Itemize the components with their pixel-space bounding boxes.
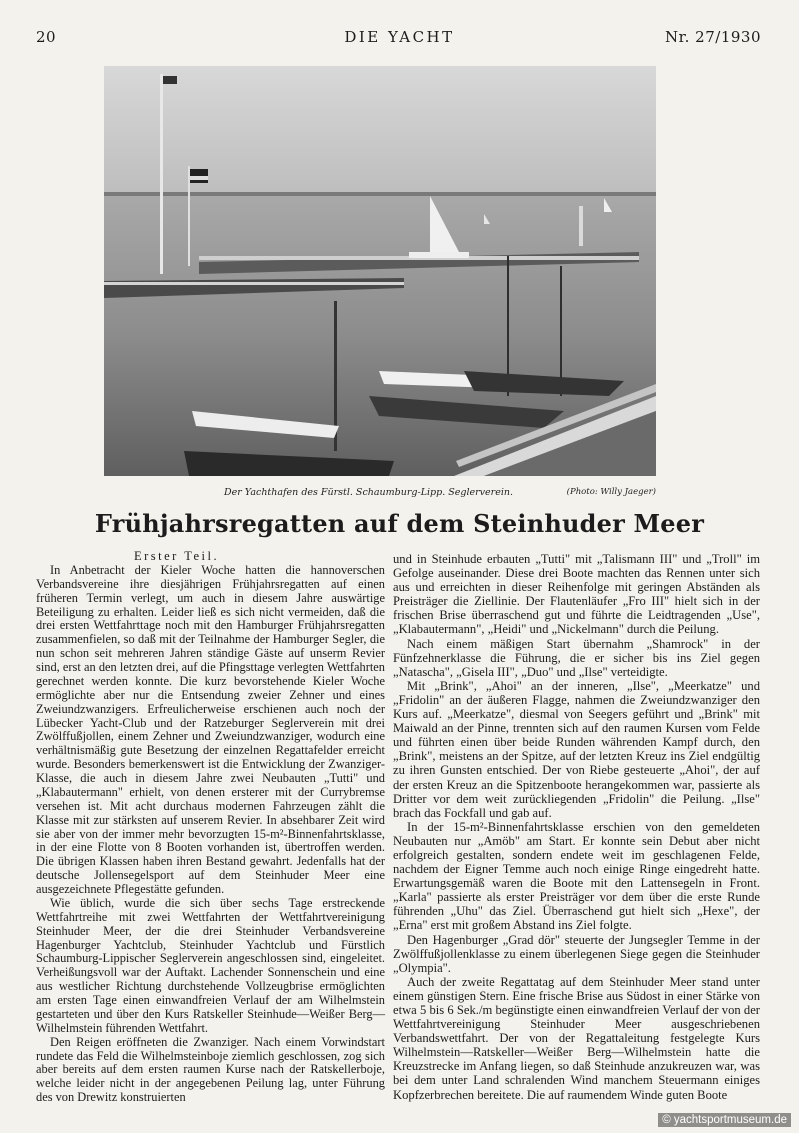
- magazine-title: DIE YACHT: [344, 28, 455, 46]
- photo-caption: Der Yachthafen des Fürstl. Schaumburg-Lipp. Seglerverein.: [224, 487, 513, 498]
- paragraph: In Anbetracht der Kieler Woche hatten die hannoverschen Verbandsvereine ihre diesjährigen Frühjahrsregatten auf einen früheren Termin verlegt, um auch in diesem Jahre auswärtige Beteiligung zu erhalten. Leider ließ es sich nicht vermeiden, daß die drei ersten Wettfahrttage noch mit den Hamburger Frühjahrsregatten zusammenfielen, so daß mit der Teilnahme der Hamburger Segler, die nun schon seit mehreren Jahren ständige Gäste auf unserm Revier sind, erst an den letzten drei, auf die Pfingsttage verlegten Wettfahrten gerechnet werden konnte. Die kurz bevorstehende Kieler Woche ermöglichte aber nur die Entsendung zweier Zehner und eines Zweiundzwanzigers. Erfreulicherweise erschienen auch noch der Lübecker Yacht-Club und der Ratzeburger Seglerverein mit drei Zwölffußjollen, einem Zehner und Zweiundzwanziger, wodurch eine verhältnismäßig gute Besetzung der einzelnen Regattafelder erreicht wurde. Besonders bemerkenswert ist die Entwicklung der Zwanziger-Klasse, die auch in diesem Jahre zwei Neubauten „Tutti" und „Klabautermann" erhielt, von denen ersterer mit der Currybremse versehen ist. Mit acht durchaus modernen Fahrzeugen zählt die Klasse mit zur stärksten auf unserem Revier. In absehbarer Zeit wird sie aber von der immer mehr bevorzugten 15-m²-Binnenfahrtsklasse, in der eine Flotte von 8 Booten vorhanden ist, übertroffen werden. Die übrigen Klassen haben ihren Bestand gewahrt. Jedenfalls hat der deutsche Jollensegelsport auf dem Steinhuder Meer eine ausgezeichnete Pflegestätte gefunden.: [36, 562, 385, 896]
- article-column-right: [393, 552, 760, 1102]
- paragraph: Mit „Brink", „Ahoi" an der inneren, „Ilse", „Meerkatze" und „Fridolin" an der äußeren Flagge, nahmen die Zweiundzwanziger den Kurs auf. „Meerkatze", diesmal von Seegers geführt und „Brink" mit Maiwald an der Pinne, trennten sich auf den raumen Kursen vom Felde und führten einen über beide Runden währenden Kampf durch, den „Brink", meistens an der Spitze, auf der letzten Kreuz ins Ziel endgültig zu ihren Gunsten entschied. Der von Riebe gesteuerte „Ahoi", der auf der ersten Kreuz an die Spitzenboote herangekommen war, passierte als Dritter vor dem weit zurückliegenden „Fridolin" die Peilung. „Ilse" brach das Fockfall und gab auf.: [393, 678, 760, 820]
- paragraph: Wie üblich, wurde die sich über sechs Tage erstreckende Wettfahrtreihe mit zwei Wettfahrten der Wettfahrtvereinigung Steinhuder Meer, der die drei Steinhuder Verbandsvereine Hagenburger Yachtclub, Steinhuder Yachtclub und Fürstlich Schaumburg-Lippischer Seglerverein angeschlossen sind, eingeleitet. Verheißungsvoll war der Auftakt. Lachender Sonnenschein und eine aus westlicher Richtung durchstehende Vollzeugbrise ermöglichten am ersten Tage einen einwandfreien Verlauf der am Wilhelmstein gestarteten und über den Kurs Ratskeller Steinhude—Weißer Berg—Wilhelmstein führenden Wettfahrt.: [36, 895, 385, 1035]
- article-column-left: [36, 550, 385, 1105]
- article-subheading: Erster Teil.: [134, 549, 220, 563]
- paragraph: Den Hagenburger „Grad dör" steuerte der Jungsegler Temme in der Zwölffußjollenklasse zu einem überlegenen Siege gegen die Steinhuder „Olympia".: [393, 932, 760, 975]
- page-number: 20: [36, 28, 57, 46]
- harbor-photo: [104, 66, 656, 476]
- paragraph: Nach einem mäßigen Start übernahm „Shamrock" in der Fünfzehnerklasse die Führung, die er sicher bis ins Ziel gegen „Natascha", „Gisela III", „Duo" und „Ilse" verteidigte.: [393, 636, 760, 679]
- issue-number: Nr. 27/1930: [665, 28, 761, 46]
- paragraph: Den Reigen eröffneten die Zwanziger. Nach einem Vorwindstart rundete das Feld die Wilhelmsteinboje ziemlich geschlossen, zog sich aber bereits auf dem ersten raumen Kurse nach der Ratskellerboje, welche leider nicht in der angegebenen Peilung lag, unter Führung des von Drewitz konstruierten: [36, 1034, 385, 1105]
- paragraph: Auch der zweite Regattatag auf dem Steinhuder Meer stand unter einem günstigen Stern. Eine frische Brise aus Südost in einer Stärke von etwa 5 bis 6 Sek./m begünstigte einen einwandfreien Verlauf der von der Wettfahrtvereinigung Steinhuder Meer ausgeschriebenen Verbandswettfahrt. Der von der Regattaleitung festgelegte Kurs Wilhelmstein—Ratskeller—Weißer Berg—Wilhelmstein hatte die Kreuzstrecke im Anfang liegen, so daß Steinhude anzukreuzen war, was bei dem unter Land schralenden Wind manchem Steuermann einiges Kopfzerbrechen bereitete. Die auf raumendem Winde guten Boote: [393, 974, 760, 1102]
- paragraph: In der 15-m²-Binnenfahrtsklasse erschien von den gemeldeten Neubauten nur „Amöb" am Start. Er konnte sein Debut aber nicht erfolgreich gestalten, sondern endete weit im geschlagenen Felde, nachdem der Eigner Temme auch noch einige Ringe eingedreht hatte. Erwartungsgemäß waren die Boote mit den Lattensegeln in Front. „Karla" passierte als erster Preisträger vor dem über die erste Runde führenden „Uhu" das Ziel. Überraschend gut hielt sich „Hexe", der „Erna" erst mit großem Abstand ins Ziel folgte.: [393, 819, 760, 933]
- watermark: © yachtsportmuseum.de: [658, 1113, 791, 1127]
- photo-credit: (Photo: Willy Jaeger): [566, 487, 656, 497]
- paragraph: und in Steinhude erbauten „Tutti" mit „Talismann III" und „Troll" im Gefolge auseinander. Diese drei Boote machten das Rennen unter sich aus und erreichten in dieser Reihenfolge mit geringen Abständen als Preisträger die Ziellinie. Der Flautenläufer „Fro III" hielt sich in der frischen Brise überraschend gut und führte die Leidtragenden „Use", „Klabautermann", „Heidi" und „Nickelmann" durch die Peilung.: [393, 552, 760, 637]
- article-headline: Frühjahrsregatten auf dem Steinhuder Meer: [94, 509, 705, 538]
